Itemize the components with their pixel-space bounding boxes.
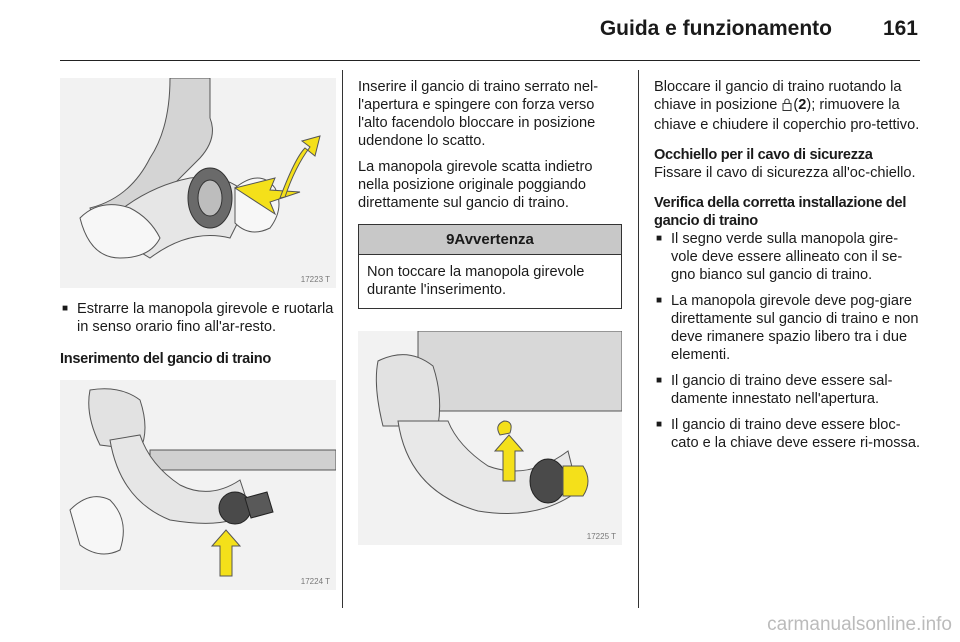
hook-insert-illustration bbox=[60, 380, 336, 590]
list-item: ■ Il gancio di traino deve essere bloc-cato e la chiave deve essere ri-mossa. bbox=[654, 416, 924, 452]
knob-extract-illustration bbox=[60, 78, 336, 288]
paragraph: La manopola girevole scatta indietro nella posizione originale poggiando direttamente sul gancio di traino. bbox=[358, 159, 593, 211]
intro-after: ); rimuovere la chiave e chiudere il coperchio pro-tettivo. bbox=[654, 97, 920, 133]
warning-text: Non toccare la manopola girevole durante l'inserimento. bbox=[367, 264, 585, 298]
figure-hook-insert bbox=[60, 380, 336, 590]
figure-number: 17223 T bbox=[300, 275, 330, 284]
section-heading: Inserimento del gancio di traino bbox=[60, 351, 271, 367]
figure-hook-lock bbox=[358, 331, 622, 545]
intro-bold: 2 bbox=[798, 97, 807, 113]
list-item: ■ Il segno verde sulla manopola gire-vole deve essere allineato con il se-gno bianco sul gancio di traino. bbox=[654, 230, 924, 284]
warning-header bbox=[359, 225, 621, 255]
paragraph bbox=[654, 78, 924, 134]
paragraph: Inserire il gancio di traino serrato nel-l'apertura e spingere con forza verso l'alto facendolo bloccare in posizione udendone lo scatto. bbox=[358, 79, 599, 149]
warning-body bbox=[359, 255, 621, 308]
instruction-list bbox=[60, 300, 336, 336]
page-number: 161 bbox=[882, 17, 918, 40]
column-2 bbox=[358, 78, 622, 545]
section-heading: Verifica della corretta installazione del gancio di traino bbox=[654, 195, 907, 229]
paragraph: Fissare il cavo di sicurezza all'oc-chiello. bbox=[654, 165, 916, 181]
column-divider-2 bbox=[638, 70, 639, 608]
hook-lock-illustration bbox=[358, 331, 622, 545]
figure-number: 17225 T bbox=[586, 532, 616, 541]
page-header bbox=[0, 0, 960, 70]
figure-number: 17224 T bbox=[300, 577, 330, 586]
list-item: ■ Estrarre la manopola girevole e ruotarla in senso orario fino all'ar-resto. bbox=[60, 300, 336, 336]
watermark: carmanualsonline.info bbox=[767, 614, 952, 635]
section-heading: Occhiello per il cavo di sicurezza bbox=[654, 147, 873, 163]
header-rule bbox=[60, 60, 920, 61]
lock-icon bbox=[782, 98, 792, 116]
page-title: Guida e funzionamento bbox=[599, 17, 832, 40]
check-list bbox=[654, 230, 924, 452]
list-item: ■ La manopola girevole deve pog-giare direttamente sul gancio di traino e non deve rimanere spazio libero tra i due elementi. bbox=[654, 292, 924, 364]
figure-knob-extract bbox=[60, 78, 336, 288]
warning-symbol: 9 bbox=[446, 231, 455, 248]
column-divider-1 bbox=[342, 70, 343, 608]
warning-box bbox=[358, 224, 622, 309]
column-3 bbox=[654, 78, 924, 460]
intro-paren: ( bbox=[793, 97, 799, 113]
warning-title: Avvertenza bbox=[454, 231, 534, 248]
column-1 bbox=[60, 78, 336, 590]
intro-before: Bloccare il gancio di traino ruotando la chiave in posizione bbox=[654, 79, 902, 113]
list-item: ■ Il gancio di traino deve essere sal-damente innestato nell'apertura. bbox=[654, 372, 924, 408]
